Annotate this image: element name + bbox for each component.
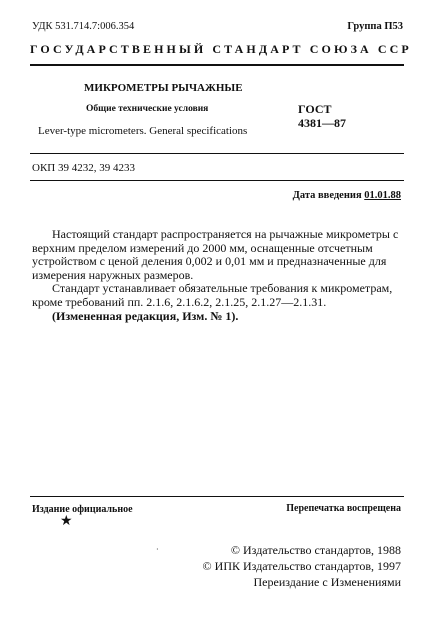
dot-mark: · bbox=[156, 545, 159, 554]
reprint-notice: Перепечатка воспрещена bbox=[286, 503, 401, 514]
copyright-1997: © ИПК Издательство стандартов, 1997 bbox=[202, 559, 401, 573]
header-rule bbox=[30, 64, 404, 66]
standard-title: ГОСУДАРСТВЕННЫЙ СТАНДАРТ СОЮЗА ССР bbox=[30, 42, 412, 56]
gost-block bbox=[298, 102, 346, 130]
divider-bottom bbox=[30, 180, 404, 181]
requirements-paragraph: Стандарт устанавливает обязательные требования к микрометрам, кроме требований пп. 2.1.6, 2.1.6.2, 2.1.25, 2.1.27—2.1.31. bbox=[32, 281, 393, 309]
body-text bbox=[32, 228, 402, 323]
gost-number: 4381—87 bbox=[298, 116, 346, 130]
document-title: МИКРОМЕТРЫ РЫЧАЖНЫЕ bbox=[84, 82, 243, 94]
intro-date-value: 01.01.88 bbox=[364, 190, 401, 201]
gost-label: ГОСТ bbox=[298, 102, 332, 116]
group-code: Группа П53 bbox=[347, 21, 403, 32]
intro-date-label: Дата введения bbox=[292, 190, 362, 201]
amendment-note: (Измененная редакция, Изм. № 1). bbox=[52, 308, 239, 323]
reissue-note: Переиздание с Изменениями bbox=[253, 575, 401, 589]
subtitle-russian: Общие технические условия bbox=[86, 104, 209, 114]
introduction-date bbox=[293, 190, 401, 201]
scope-paragraph: Настоящий стандарт распространяется на рычажные микрометры с верхним пределом измерений до 2000 мм, оснащенные отсчетным устройством с ценой деления 0,002 и 0,01 мм и предназначенные для измерения наружных размеров. bbox=[32, 227, 399, 282]
footer-rule bbox=[30, 496, 404, 497]
okp-code: ОКП 39 4232, 39 4233 bbox=[32, 162, 135, 174]
subtitle-english: Lever-type micrometers. General specifications bbox=[38, 125, 248, 137]
official-edition: Издание официальное bbox=[32, 504, 133, 515]
star-icon: ★ bbox=[60, 514, 73, 529]
udk-code: УДК 531.714.7:006.354 bbox=[32, 21, 135, 32]
copyright-1988: © Издательство стандартов, 1988 bbox=[230, 543, 401, 557]
divider-top bbox=[30, 153, 404, 154]
